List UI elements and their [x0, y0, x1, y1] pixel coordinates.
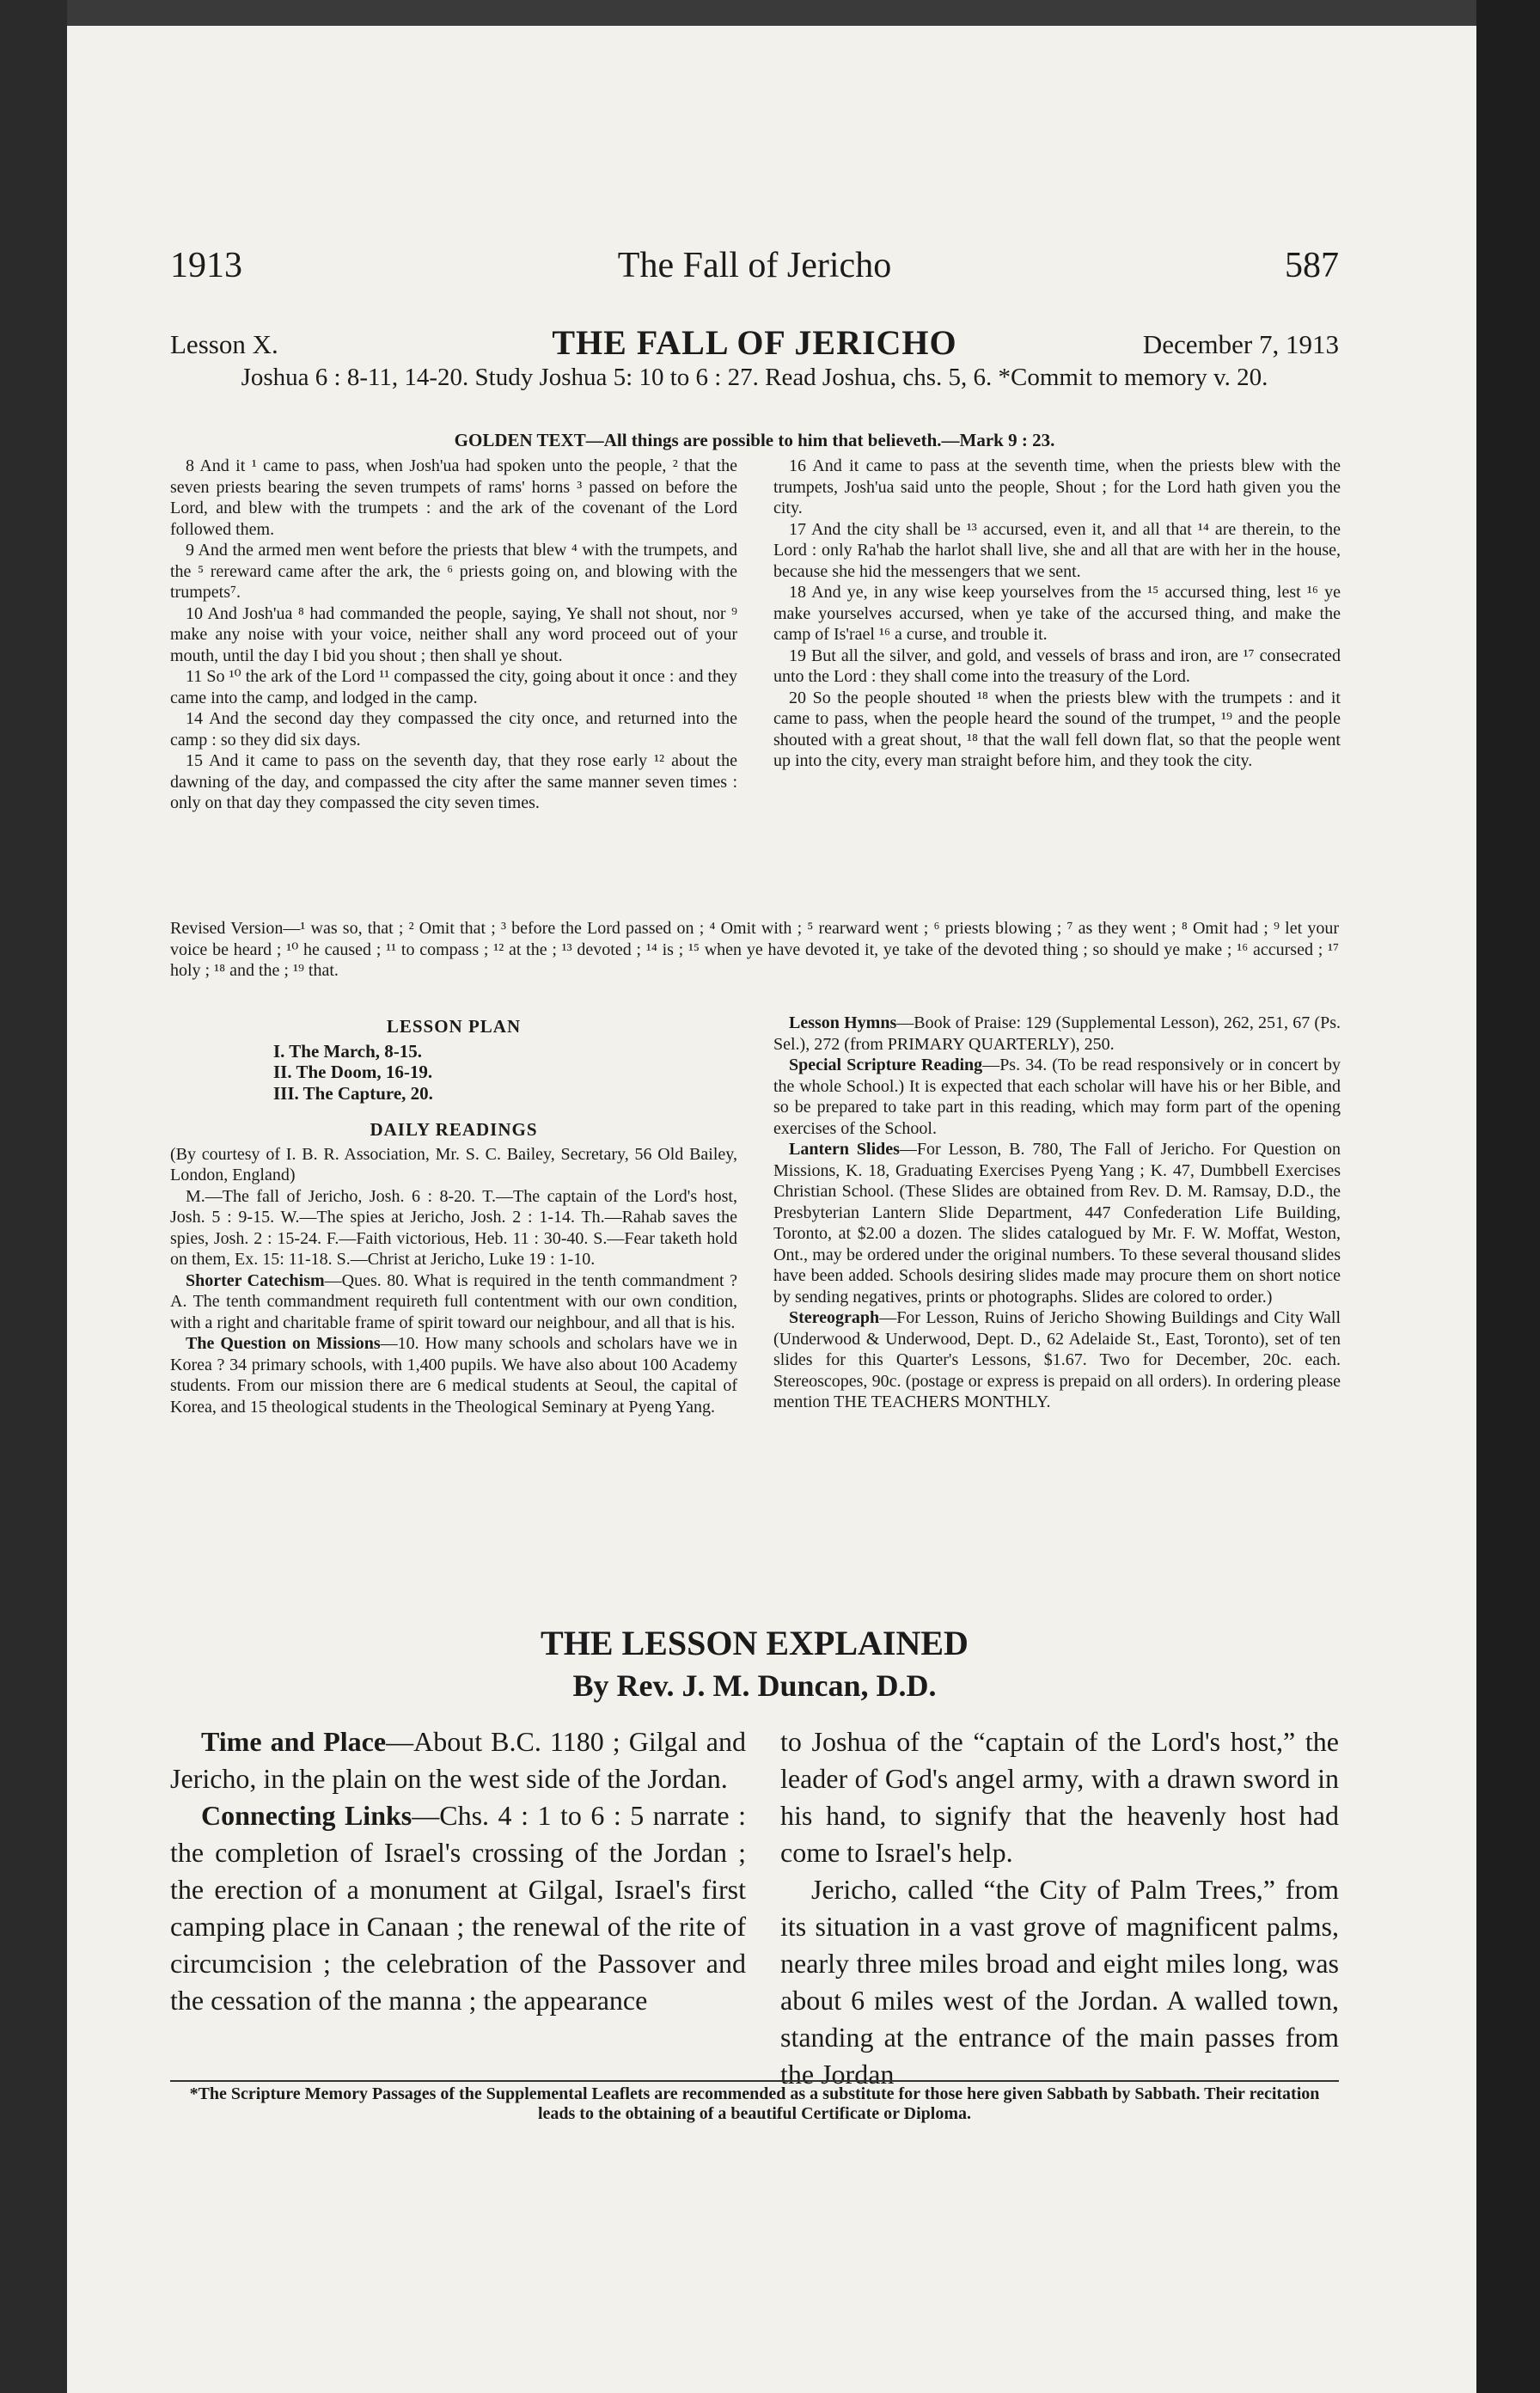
explanation-left-column: [170, 1723, 746, 2019]
verse: 17 And the city shall be ¹³ accursed, even it, and all that ¹⁴ are therein, to the Lord : only Ra'hab the harlot shall live, she and all that are with her in the house, because she hid the messengers that we sent.: [773, 519, 1341, 581]
page-number: 587: [1285, 246, 1339, 285]
daily-readings-text: M.—The fall of Jericho, Josh. 6 : 8-20. T.—The captain of the Lord's host, Josh. 5 : 9-15. W.—The spies at Jericho, Josh. 2 : 1-14. Th.—Rahab saves the spies, Josh. 2 : 15-24. F.—Faith victorious, Heb. 11 : 30-40. S.—Fear taketh hold on them, Ex. 15: 11-18. S.—Christ at Jericho, Luke 19 : 1-10.: [170, 1186, 737, 1269]
lesson-header: [170, 322, 1339, 364]
lesson-helps-left: [170, 1013, 737, 1417]
verse: 14 And the second day they compassed the city once, and returned into the camp : so they did six days.: [170, 709, 737, 750]
verse: 9 And the armed men went before the priests that blew ⁴ with the trumpets, and the ⁵ rereward came after the ark, the ⁶ priests going on, and blowing with the trumpets⁷.: [170, 541, 737, 602]
special-reading-text: —Ps. 34. (To be read responsively or in concert by the whole School.) It is expected that each scholar will have his or her Bible, and so be prepared to take part in this reading, which may form part of the opening exercises of the School.: [773, 1056, 1341, 1138]
lesson-explained-heading: THE LESSON EXPLAINED: [541, 1624, 969, 1662]
verse: 8 And it ¹ came to pass, when Josh'ua had spoken unto the people, ² that the seven priests bearing the seven trumpets of rams' horns ³ passed on before the Lord, and blew with the trumpets : and the ark of the covenant of the Lord followed them.: [170, 456, 737, 539]
revised-version-notes: Revised Version—¹ was so, that ; ² Omit that ; ³ before the Lord passed on ; ⁴ Omit with ; ⁵ rearward went ; ⁶ priests blowing ; ⁷ as they went ; ⁸ Omit had ; ⁹ let your voice be heard ; ¹⁰ he caused ; ¹¹ to compass ; ¹² at the ; ¹³ devoted ; ¹⁴ is ; ¹⁵ when ye have devoted it, ye take of the devoted thing ; so should ye make ; ¹⁶ accursed ; ¹⁷ holy ; ¹⁸ and the ; ¹⁹ that.: [170, 919, 1339, 980]
verse: 11 So ¹⁰ the ark of the Lord ¹¹ compassed the city, going about it once : and they came into the camp, and lodged in the camp.: [170, 667, 737, 707]
time-place-text: —About B.C. 1180 ; Gilgal and Jericho, in the plain on the west side of the Jordan.: [170, 1726, 747, 1794]
running-head-year: 1913: [170, 246, 242, 285]
footnote-divider: [170, 2080, 1339, 2082]
verse: 16 And it came to pass at the seventh time, when the priests blew with the trumpets, Josh'ua said unto the people, Shout ; for the Lord hath given you the city.: [773, 456, 1341, 517]
shorter-catechism-label: Shorter Catechism: [186, 1270, 325, 1290]
time-place-label: Time and Place: [201, 1726, 387, 1757]
explanation-right-column: [780, 1723, 1339, 2093]
lesson-title: THE FALL OF JERICHO: [552, 323, 957, 362]
shorter-catechism-text: —Ques. 80. What is required in the tenth commandment ? A. The tenth commandment requireth full contentment with our own condition, with a right and charitable frame of spirit toward our neighbour, and all that is his.: [170, 1270, 737, 1332]
verses-right-column: [773, 456, 1341, 772]
verses-left-column: [170, 456, 737, 814]
lesson-plan-heading: LESSON PLAN: [386, 1016, 522, 1037]
daily-readings-heading: DAILY READINGS: [370, 1119, 538, 1140]
verse: 18 And ye, in any wise keep yourselves from the ¹⁵ accursed thing, lest ¹⁶ ye make yourselves accursed, when ye take of the accursed thing, and make the camp of Is'rael ¹⁶ a curse, and trouble it.: [773, 583, 1341, 644]
connecting-links-label: Connecting Links: [201, 1800, 412, 1831]
running-head-title: The Fall of Jericho: [617, 246, 892, 285]
lesson-number: Lesson X.: [170, 329, 278, 359]
lesson-hymns-text: —Book of Praise: 129 (Supplemental Lesson), 262, 251, 67 (Ps. Sel.), 272 (from PRIMARY QUARTERLY), 250.: [773, 1013, 1341, 1054]
lesson-hymns-label: Lesson Hymns: [789, 1013, 897, 1032]
stereograph-text: —For Lesson, Ruins of Jericho Showing Buildings and City Wall (Underwood & Underwood, Dept. D., 62 Adelaide St., East, Toronto), set of ten slides for this Quarter's Lessons, $1.67. Two for December, 20c. each. Stereoscopes, 90c. (postage or express is prepaid on all orders). In ordering please mention THE TEACHERS MONTHLY.: [773, 1308, 1341, 1411]
explanation-paragraph: to Joshua of the “captain of the Lord's host,” the leader of God's angel army, with a drawn sword in his hand, to signify that the heavenly host had come to Israel's help.: [780, 1726, 1339, 1868]
stereograph-label: Stereograph: [789, 1308, 880, 1327]
lesson-helps-right: [773, 1013, 1341, 1413]
author-byline: By Rev. J. M. Duncan, D.D.: [572, 1668, 937, 1703]
scan-right-margin: [1476, 0, 1540, 2393]
explanation-paragraph: Jericho, called “the City of Palm Trees,” from its situation in a vast grove of magnificent palms, nearly three miles broad and eight miles long, was about 6 miles west of the Jordan. A walled town, standing at the entrance of the main passes from the Jordan: [780, 1874, 1339, 2090]
lantern-slides-text: —For Lesson, B. 780, The Fall of Jericho. For Question on Missions, K. 18, Graduating Exercises Pyeng Yang ; K. 47, Dumbbell Exercises Christian School. (These Slides are obtained from Rev. D. M. Ramsay, D.D., the Presbyterian Lantern Slide Department, 447 Confederation Life Building, Toronto, at $2.00 a dozen. The slides catalogued by Mr. F. W. Moffat, Weston, Ont., may be ordered under the original numbers. To these several thousand slides have been added. Schools desiring slides made may procure them on short notice by sending negatives, prints or photographs. Slides are colored to order.): [773, 1140, 1341, 1307]
question-missions-label: The Question on Missions: [186, 1334, 381, 1353]
golden-text: GOLDEN TEXT—All things are possible to him that believeth.—Mark 9 : 23.: [454, 430, 1055, 450]
verse: 20 So the people shouted ¹⁸ when the priests blew with the trumpets : and it came to pass, when the people heard the sound of the trumpet, ¹⁹ and the people shouted with a great shout, ¹⁸ that the wall fell down flat, so that the people went up into the city, every man straight before him, and they took the city.: [773, 688, 1341, 770]
lesson-plan-item: III. The Capture, 20.: [273, 1082, 433, 1104]
question-missions-text: —10. How many schools and scholars have we in Korea ? 34 primary schools, with 1,400 pupils. We have also about 100 Academy students. From our mission there are 6 medical students at Seoul, the capital of Korea, and 15 theological students in the Theological Seminary at Pyeng Yang.: [170, 1334, 738, 1417]
lesson-plan-item: II. The Doom, 16-19.: [273, 1062, 433, 1082]
lantern-slides-label: Lantern Slides: [789, 1140, 900, 1159]
connecting-links-text: —Chs. 4 : 1 to 6 : 5 narrate : the completion of Israel's crossing of the Jordan ; the erection of a monument at Gilgal, Israel's first camping place in Canaan ; the renewal of the rite of circumcision ; the celebration of the Passover and the cessation of the manna ; the appearance: [170, 1800, 747, 2016]
lesson-plan-item: I. The March, 8-15.: [273, 1040, 423, 1062]
verse: 15 And it came to pass on the seventh day, that they rose early ¹² about the dawning of the day, and compassed the city after the same manner seven times : only on that day they compassed the city seven times.: [170, 751, 737, 812]
daily-readings-courtesy: (By courtesy of I. B. R. Association, Mr. S. C. Bailey, Secretary, 56 Old Bailey, London, England): [170, 1144, 737, 1184]
scripture-passage: Joshua 6 : 8-11, 14-20. Study Joshua 5: 10 to 6 : 27. Read Joshua, chs. 5, 6. *Commit to memory v. 20.: [241, 364, 1268, 391]
verse: 10 And Josh'ua ⁸ had commanded the people, saying, Ye shall not shout, nor ⁹ make any noise with your voice, neither shall any word proceed out of your mouth, until the day I bid you shout ; then shall ye shout.: [170, 603, 737, 665]
footnote: *The Scripture Memory Passages of the Supplemental Leaflets are recommended as a substitute for those here given Sabbath by Sabbath. Their recitation leads to the obtaining of a beautiful Certificate or Diploma.: [189, 2084, 1320, 2123]
running-head: [170, 245, 1339, 297]
lesson-date: December 7, 1913: [1142, 329, 1339, 359]
verse: 19 But all the silver, and gold, and vessels of brass and iron, are ¹⁷ consecrated unto the Lord : they shall come into the treasury of the Lord.: [773, 646, 1341, 686]
special-reading-label: Special Scripture Reading: [789, 1056, 983, 1074]
scan-left-margin: [0, 0, 67, 2393]
